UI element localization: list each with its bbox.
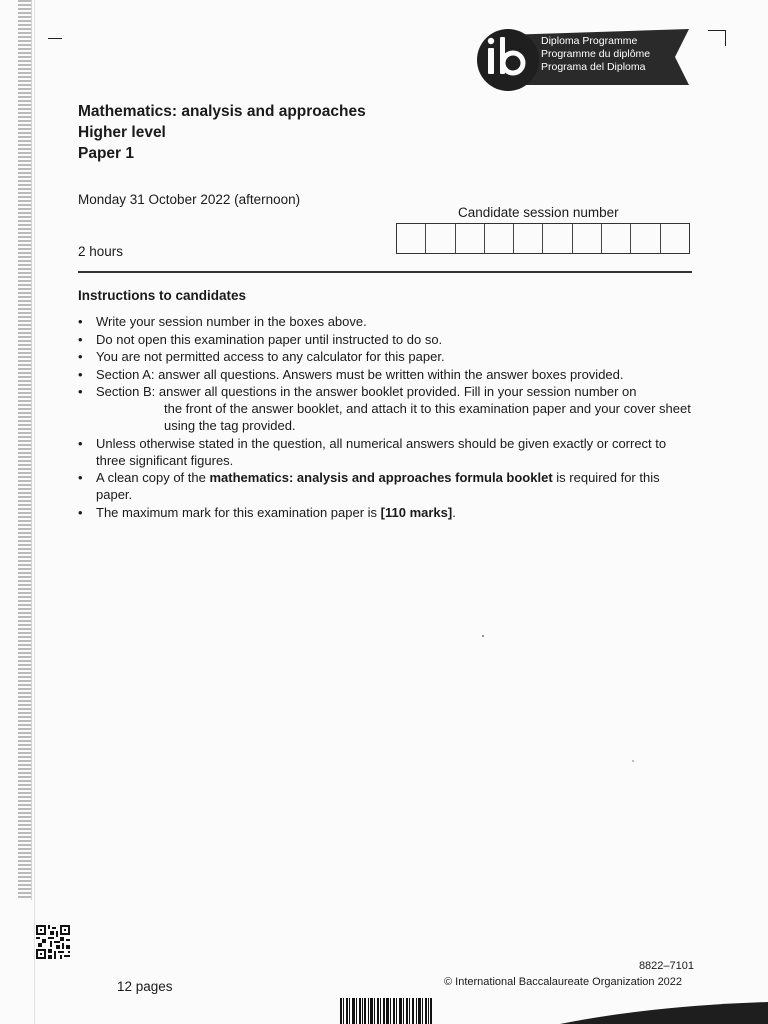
perforated-edge — [18, 0, 32, 900]
instructions-heading: Instructions to candidates — [78, 288, 247, 303]
session-digit-box[interactable] — [602, 224, 631, 253]
session-number-boxes[interactable] — [396, 223, 690, 254]
session-digit-box[interactable] — [485, 224, 514, 253]
session-number-label: Candidate session number — [458, 205, 619, 220]
session-digit-box[interactable] — [661, 224, 689, 253]
instruction-item: • Do not open this examination paper until instructed to do so. — [78, 331, 693, 348]
session-digit-box[interactable] — [573, 224, 602, 253]
paper-title: Paper 1 — [78, 145, 135, 162]
instructions-list — [78, 313, 693, 521]
instruction-item: • You are not permitted access to any calculator for this paper. — [78, 348, 693, 365]
logo-line-1: Diploma Programme — [541, 35, 638, 47]
instruction-item: • Section A: answer all questions. Answers must be written within the answer boxes provided. — [78, 366, 693, 383]
logo-line-3: Programa del Diploma — [541, 61, 646, 73]
instruction-item: • Write your session number in the boxes above. — [78, 313, 693, 330]
exam-duration: 2 hours — [78, 244, 124, 259]
scan-speck — [632, 760, 634, 762]
ib-logo — [475, 27, 691, 93]
page-count: 12 pages — [117, 979, 173, 994]
instruction-item: • Unless otherwise stated in the question, all numerical answers should be given exactly or correct to three significant figures. — [78, 435, 693, 469]
logo-line-2: Programme du diplôme — [541, 48, 651, 60]
exam-date: Monday 31 October 2022 (afternoon) — [78, 192, 301, 207]
level-title: Higher level — [78, 124, 166, 141]
exam-title — [78, 101, 366, 164]
copyright: © International Baccalaureate Organization 2022 — [444, 976, 683, 988]
instruction-item: • A clean copy of the mathematics: analysis and approaches formula booklet is required for this paper. — [78, 469, 693, 503]
session-digit-box[interactable] — [631, 224, 660, 253]
session-digit-box[interactable] — [397, 224, 426, 253]
divider — [78, 271, 692, 273]
subject-title: Mathematics: analysis and approaches — [78, 103, 366, 120]
session-digit-box[interactable] — [543, 224, 572, 253]
scan-line — [34, 0, 35, 1024]
session-digit-box[interactable] — [456, 224, 485, 253]
session-digit-box[interactable] — [426, 224, 455, 253]
qr-code-icon — [36, 925, 70, 959]
instruction-item: • Section B: answer all questions in the answer booklet provided. Fill in your session number on the front of the answer booklet, and attach it to this examination paper and your cover sheet using the tag provided. — [78, 383, 693, 434]
session-digit-box[interactable] — [514, 224, 543, 253]
scan-speck — [482, 635, 484, 637]
paper-code: 8822–7101 — [638, 960, 694, 972]
cover-swoosh — [560, 1000, 768, 1024]
barcode-icon — [340, 998, 432, 1024]
corner-mark-top-left — [48, 38, 62, 39]
instruction-item: • The maximum mark for this examination paper is [110 marks]. — [78, 504, 693, 521]
corner-mark-top-right — [708, 30, 726, 46]
